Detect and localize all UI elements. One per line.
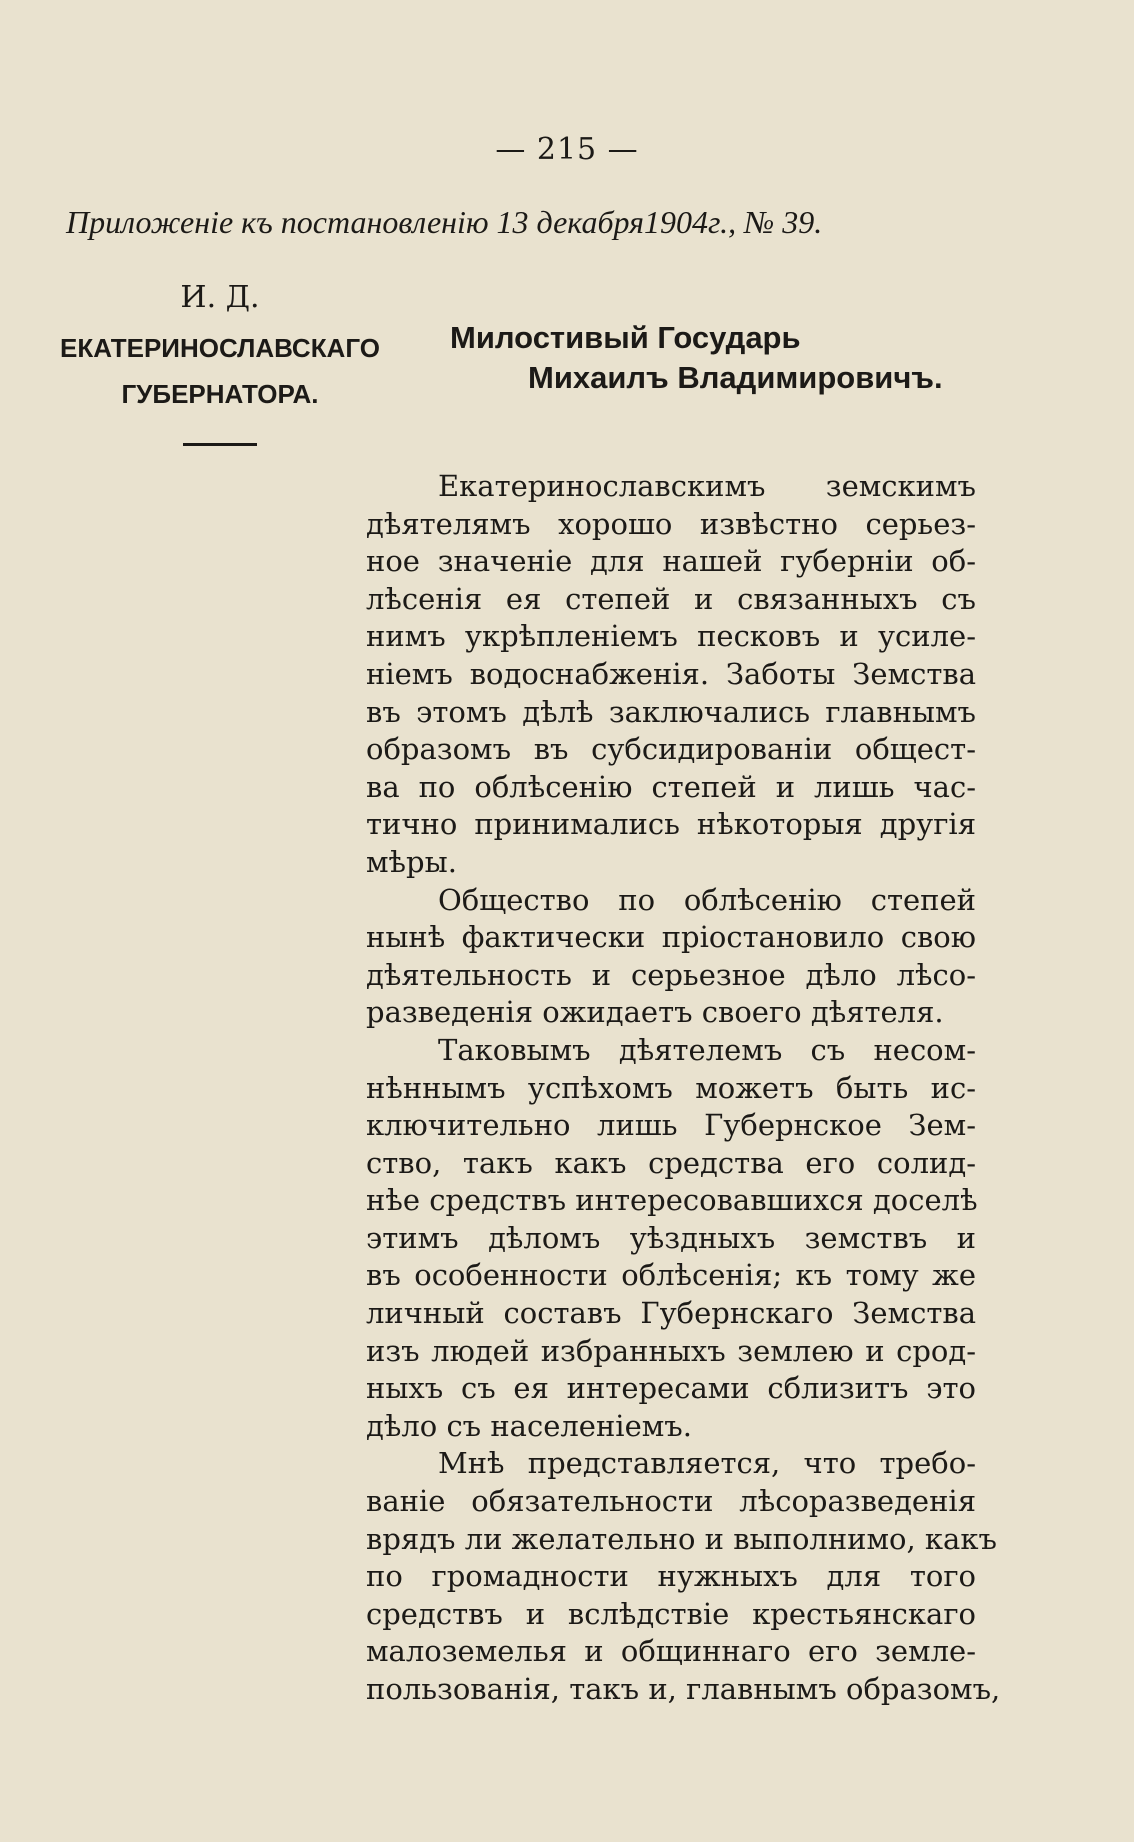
body-line: разведенія ожидаетъ своего дѣятеля. — [366, 995, 944, 1030]
body-line: врядъ ли желательно и выполнимо, какъ — [366, 1521, 997, 1556]
body-line: ваніе обязательности лѣсоразведенія — [366, 1484, 976, 1519]
body-line: ныхъ съ ея интересами сблизитъ это — [366, 1371, 976, 1406]
body-line: дѣло съ населеніемъ. — [366, 1408, 692, 1443]
body-line: Екатеринославскимъ земскимъ — [438, 469, 976, 503]
body-line: нѣе средствъ интересовавшихся доселѣ — [366, 1183, 978, 1218]
body-line: личный составъ Губернскаго Земства — [366, 1296, 976, 1331]
body-line: нимъ укрѣпленіемъ песковъ и усиле- — [366, 619, 976, 654]
body-line: изъ людей избранныхъ землею и срод- — [366, 1333, 976, 1368]
appendix-heading: Приложеніе къ постановленію 13 декабря1904г., № 39. — [66, 204, 823, 240]
body-line: этимъ дѣломъ уѣздныхъ земствъ и — [366, 1220, 976, 1255]
sender-org-line1: ЕКАТЕРИНОСЛАВСКАГО — [60, 333, 380, 363]
body-line: ство, такъ какъ средства его солид- — [366, 1145, 976, 1180]
salutation — [450, 318, 1010, 398]
salutation-line2: Михаилъ Владимировичъ. — [528, 360, 943, 395]
sender-org-line2: ГУБЕРНАТОРА. — [121, 379, 319, 409]
body-line: въ этомъ дѣлѣ заключались главнымъ — [366, 694, 976, 729]
salutation-line1: Милостивый Государь — [450, 320, 801, 355]
body-line: средствъ и вслѣдствіе крестьянскаго — [366, 1596, 976, 1631]
sender-org — [60, 325, 380, 417]
body-line: образомъ въ субсидированіи общест- — [366, 732, 976, 767]
body-line: Таковымъ дѣятелемъ съ несом- — [438, 1032, 976, 1067]
divider-rule — [183, 443, 257, 446]
body-line: нѣннымъ успѣхомъ можетъ быть ис- — [366, 1070, 976, 1105]
body-line: лѣсенія ея степей и связанныхъ съ — [366, 581, 976, 616]
body-line: ніемъ водоснабженія. Заботы Земства — [366, 656, 976, 691]
body-line: ключительно лишь Губернское Зем- — [366, 1108, 976, 1143]
sender-id: И. Д. — [180, 280, 260, 315]
body-line: нынѣ фактически пріостановило свою — [366, 920, 976, 955]
body-line: тично принимались нѣкоторыя другія — [366, 807, 976, 842]
body-line: дѣятельность и серьезное дѣло лѣсо- — [366, 957, 976, 992]
body-line: малоземелья и общиннаго его земле- — [366, 1634, 976, 1669]
body-line: Мнѣ представляется, что требо- — [438, 1446, 976, 1481]
body-line: мѣры. — [366, 844, 457, 879]
sender-block — [60, 280, 380, 446]
body-line: ное значеніе для нашей губерніи об- — [366, 544, 976, 579]
page-number: — 215 — — [495, 132, 639, 167]
letter-body — [366, 468, 1001, 1709]
body-line: Общество по облѣсенію степей — [438, 882, 976, 917]
body-line: ва по облѣсенію степей и лишь час- — [366, 769, 976, 804]
body-line: пользованія, такъ и, главнымъ образомъ, — [366, 1672, 1001, 1706]
body-line: по громадности нужныхъ для того — [366, 1559, 976, 1594]
body-line: дѣятелямъ хорошо извѣстно серьез- — [366, 506, 976, 541]
body-line: въ особенности облѣсенія; къ тому же — [366, 1258, 976, 1293]
